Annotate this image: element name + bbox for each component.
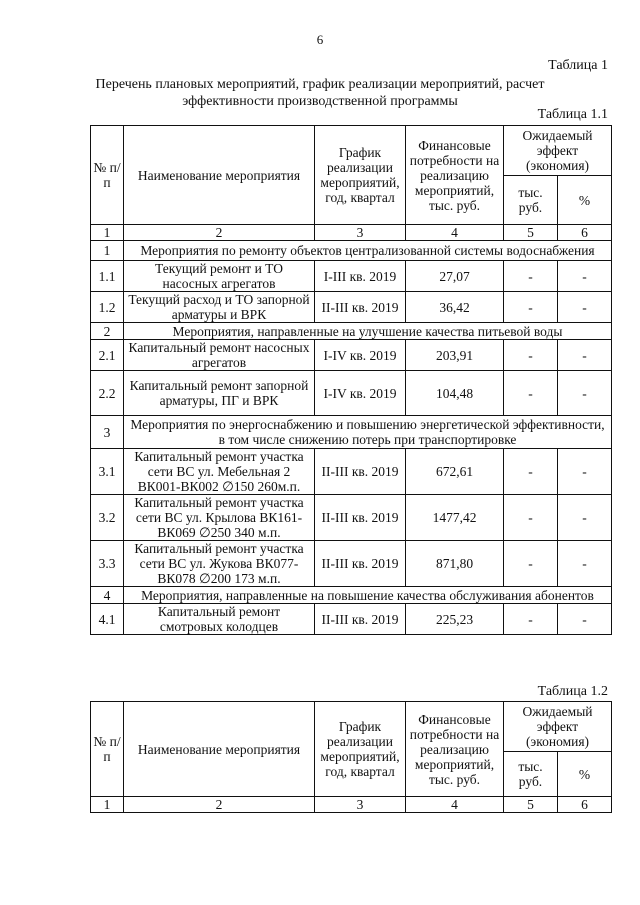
measure-finance: 225,23 (406, 604, 504, 635)
measure-name: Капитальный ремонт участка сети ВС ул. Жукова ВК077-ВК078 ∅200 173 м.п. (124, 541, 315, 587)
table-header-row (91, 702, 612, 752)
effect-thous: - (504, 292, 558, 323)
table-header-row (91, 126, 612, 176)
measure-schedule: II-III кв. 2019 (315, 292, 406, 323)
header-finance: Финансовые потребности на реализацию мероприятий, тыс. руб. (406, 702, 504, 797)
measure-finance: 27,07 (406, 261, 504, 292)
measure-schedule: II-III кв. 2019 (315, 449, 406, 495)
section-row (91, 416, 612, 449)
column-number: 6 (558, 225, 612, 241)
measure-schedule: II-III кв. 2019 (315, 541, 406, 587)
section-title: Мероприятия по ремонту объектов централизованной системы водоснабжения (124, 241, 612, 261)
effect-thous: - (504, 340, 558, 371)
column-numbers-row (91, 797, 612, 813)
column-number: 4 (406, 225, 504, 241)
section-row (91, 241, 612, 261)
table-row (91, 292, 612, 323)
page-number: 6 (316, 32, 324, 47)
header-percent: % (558, 176, 612, 225)
row-number: 2.2 (91, 371, 124, 416)
table-row (91, 449, 612, 495)
effect-thous: - (504, 449, 558, 495)
effect-thous: - (504, 261, 558, 292)
header-effect: Ожидаемый эффект (экономия) (504, 702, 612, 752)
section-title: Мероприятия, направленные на повышение качества обслуживания абонентов (124, 587, 612, 604)
table-label: Таблица 1 (548, 58, 608, 73)
section-row (91, 323, 612, 340)
effect-percent: - (558, 449, 612, 495)
measure-name: Капитальный ремонт запорной арматуры, ПГ и ВРК (124, 371, 315, 416)
table-1-2-label: Таблица 1.2 (537, 684, 608, 699)
caption-line-2: эффективности производственной программы (182, 94, 458, 109)
column-number: 3 (315, 225, 406, 241)
section-title: Мероприятия, направленные на улучшение качества питьевой воды (124, 323, 612, 340)
effect-percent: - (558, 371, 612, 416)
column-number: 1 (91, 797, 124, 813)
effect-thous: - (504, 371, 558, 416)
table-row (91, 604, 612, 635)
column-number: 5 (504, 225, 558, 241)
document-caption (90, 76, 550, 110)
column-number: 2 (124, 797, 315, 813)
measure-schedule: I-IV кв. 2019 (315, 340, 406, 371)
section-number: 1 (91, 241, 124, 261)
row-number: 1.1 (91, 261, 124, 292)
header-num: № п/ п (91, 126, 124, 225)
row-number: 2.1 (91, 340, 124, 371)
section-number: 2 (91, 323, 124, 340)
table-row (91, 340, 612, 371)
header-effect: Ожидаемый эффект (экономия) (504, 126, 612, 176)
effect-thous: - (504, 604, 558, 635)
column-numbers-row (91, 225, 612, 241)
row-number: 3.1 (91, 449, 124, 495)
section-number: 4 (91, 587, 124, 604)
measure-finance: 36,42 (406, 292, 504, 323)
table-row (91, 541, 612, 587)
row-number: 4.1 (91, 604, 124, 635)
caption-line-1: Перечень плановых мероприятий, график реализации мероприятий, расчет (95, 77, 545, 92)
effect-percent: - (558, 261, 612, 292)
effect-thous: - (504, 495, 558, 541)
section-row (91, 587, 612, 604)
measure-schedule: I-IV кв. 2019 (315, 371, 406, 416)
header-thous: тыс. руб. (504, 752, 558, 797)
measure-schedule: I-III кв. 2019 (315, 261, 406, 292)
section-title: Мероприятия по энергоснабжению и повышению энергетической эффективности, в том числе снижению потерь при транспортировке (124, 416, 612, 449)
row-number: 3.3 (91, 541, 124, 587)
effect-percent: - (558, 541, 612, 587)
measure-finance: 871,80 (406, 541, 504, 587)
measure-finance: 203,91 (406, 340, 504, 371)
section-number: 3 (91, 416, 124, 449)
measures-table-2 (90, 701, 612, 813)
measure-name: Капитальный ремонт участка сети ВС ул. Крылова ВК161-ВК069 ∅250 340 м.п. (124, 495, 315, 541)
measure-finance: 672,61 (406, 449, 504, 495)
measure-name: Капитальный ремонт участка сети ВС ул. Мебельная 2 ВК001-ВК002 ∅150 260м.п. (124, 449, 315, 495)
measure-name: Текущий расход и ТО запорной арматуры и ВРК (124, 292, 315, 323)
header-schedule: График реализации мероприятий, год, квартал (315, 702, 406, 797)
measures-table (90, 125, 612, 635)
header-schedule: График реализации мероприятий, год, квартал (315, 126, 406, 225)
effect-percent: - (558, 292, 612, 323)
row-number: 3.2 (91, 495, 124, 541)
measure-schedule: II-III кв. 2019 (315, 495, 406, 541)
header-thous: тыс. руб. (504, 176, 558, 225)
header-name: Наименование мероприятия (124, 702, 315, 797)
header-name: Наименование мероприятия (124, 126, 315, 225)
table-1-1-label: Таблица 1.1 (537, 107, 608, 122)
table-row (91, 495, 612, 541)
table-row (91, 371, 612, 416)
header-num: № п/ п (91, 702, 124, 797)
effect-percent: - (558, 340, 612, 371)
effect-percent: - (558, 495, 612, 541)
measure-name: Капитальный ремонт смотровых колодцев (124, 604, 315, 635)
column-number: 2 (124, 225, 315, 241)
row-number: 1.2 (91, 292, 124, 323)
effect-percent: - (558, 604, 612, 635)
column-number: 1 (91, 225, 124, 241)
measure-name: Капитальный ремонт насосных агрегатов (124, 340, 315, 371)
measure-schedule: II-III кв. 2019 (315, 604, 406, 635)
header-percent: % (558, 752, 612, 797)
header-finance: Финансовые потребности на реализацию мероприятий, тыс. руб. (406, 126, 504, 225)
column-number: 5 (504, 797, 558, 813)
measure-name: Текущий ремонт и ТО насосных агрегатов (124, 261, 315, 292)
table-row (91, 261, 612, 292)
column-number: 3 (315, 797, 406, 813)
measure-finance: 1477,42 (406, 495, 504, 541)
column-number: 6 (558, 797, 612, 813)
effect-thous: - (504, 541, 558, 587)
measure-finance: 104,48 (406, 371, 504, 416)
column-number: 4 (406, 797, 504, 813)
